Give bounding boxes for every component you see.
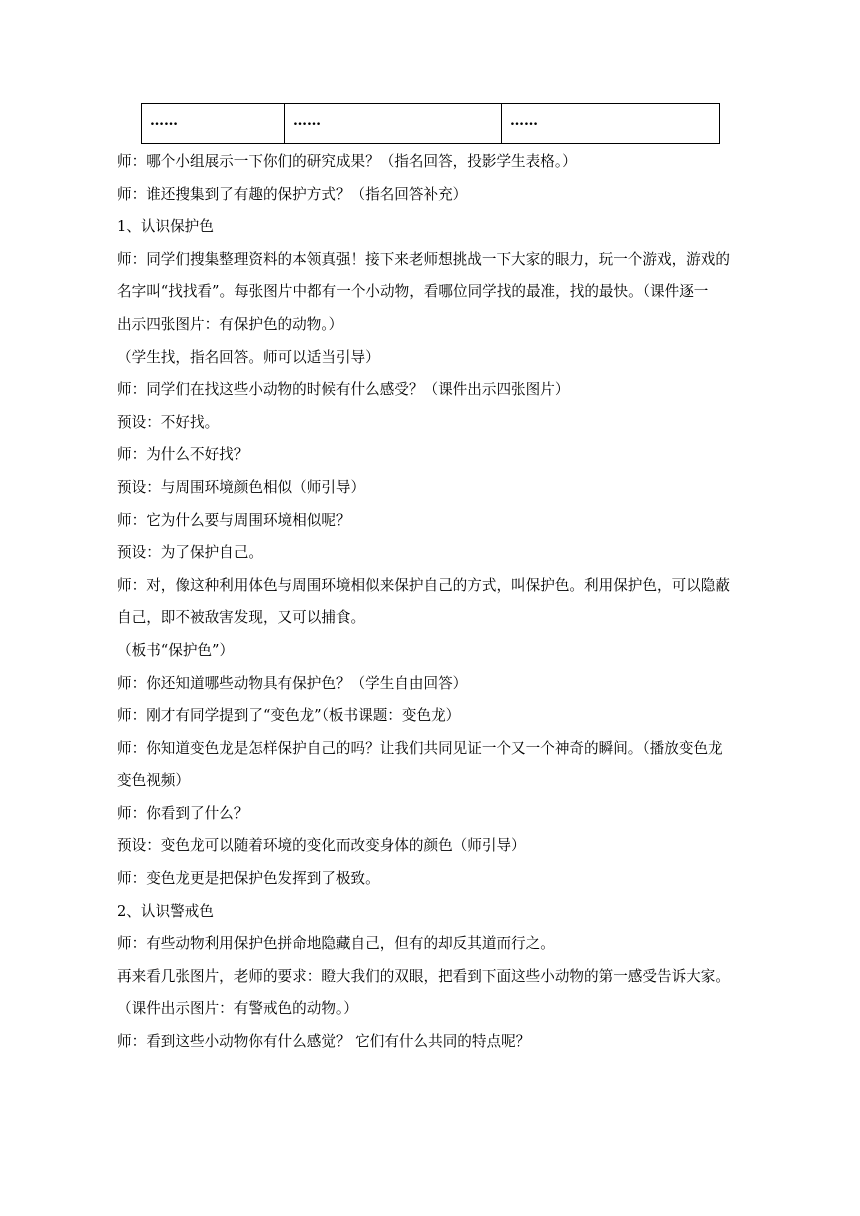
text-line: 师：同学们在找这些小动物的时候有什么感受？（课件出示四张图片）	[117, 381, 570, 399]
text-line: 自己，即不被敌害发现，又可以捕食。	[117, 609, 366, 627]
text-line: 师：看到这些小动物你有什么感觉？ 它们有什么共同的特点呢？	[117, 1033, 531, 1051]
text-line: （学生找，指名回答。师可以适当引导）	[117, 348, 380, 366]
text-line: （板书“保护色”）	[117, 641, 235, 659]
results-table-fragment	[141, 103, 720, 144]
lesson-text	[117, 146, 757, 1059]
section-heading: 2、认识警戒色	[117, 902, 214, 920]
text-line: 师：同学们搜集整理资料的本领真强！接下来老师想挑战一下大家的眼力，玩一个游戏，游戏的	[117, 250, 730, 268]
text-line: 师：刚才有同学提到了“变色龙”（板书课题：变色龙）	[117, 707, 461, 725]
text-line: 师：你知道变色龙是怎样保护自己的吗？让我们共同见证一个又一个神奇的瞬间。（播放变色龙	[117, 739, 723, 757]
text-line: 师：它为什么要与周围环境相似呢？	[117, 511, 351, 529]
text-line: 师：变色龙更是把保护色发挥到了极致。	[117, 870, 380, 888]
text-line: 预设：为了保护自己。	[117, 544, 263, 562]
text-line: 师：有些动物利用保护色拼命地隐藏自己，但有的却反其道而行之。	[117, 935, 555, 953]
table-cell: ……	[502, 104, 720, 144]
table-cell: ……	[142, 104, 285, 144]
text-line: 师：你还知道哪些动物具有保护色？（学生自由回答）	[117, 674, 468, 692]
text-line: 师：对，像这种利用体色与周围环境相似来保护自己的方式，叫保护色。利用保护色，可以隐蔽	[117, 576, 730, 594]
text-line: 预设：与周围环境颜色相似（师引导）	[117, 478, 366, 496]
text-line: 出示四张图片：有保护色的动物。）	[117, 315, 344, 333]
text-line: 师：你看到了什么？	[117, 804, 249, 822]
section-heading: 1、认识保护色	[117, 218, 214, 236]
text-line: 变色视频）	[117, 772, 190, 790]
text-line: 预设：变色龙可以随着环境的变化而改变身体的颜色（师引导）	[117, 837, 526, 855]
text-line: （课件出示图片：有警戒色的动物。）	[117, 1000, 358, 1018]
text-line: 师：为什么不好找？	[117, 446, 249, 464]
text-line: 预设：不好找。	[117, 413, 220, 431]
table-cell: ……	[285, 104, 502, 144]
text-line: 再来看几张图片，老师的要求：瞪大我们的双眼，把看到下面这些小动物的第一感受告诉大家。	[117, 967, 730, 985]
text-line: 师：哪个小组展示一下你们的研究成果？（指名回答，投影学生表格。）	[117, 153, 577, 170]
text-line: 名字叫“找找看”。每张图片中都有一个小动物，看哪位同学找的最准，找的最快。（课件逐一	[117, 283, 709, 301]
table-row	[142, 104, 720, 144]
text-line: 师：谁还搜集到了有趣的保护方式？（指名回答补充）	[117, 185, 468, 203]
